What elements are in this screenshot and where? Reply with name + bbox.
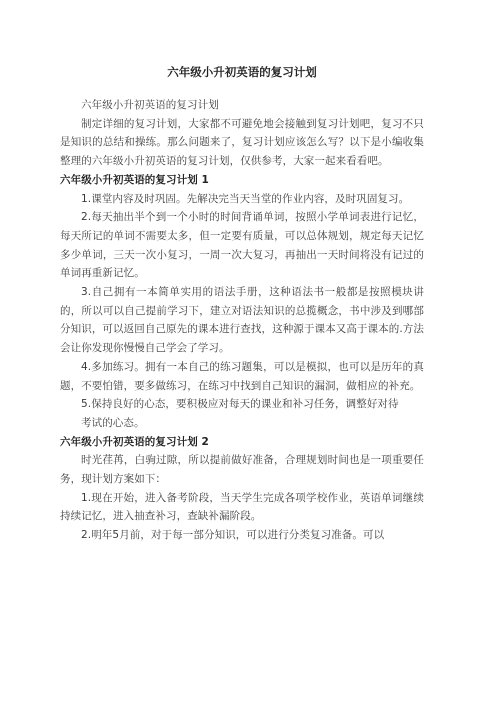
section-2-item-3: 2.明年5月前，对于每一部分知识，可以进行分类复习准备。可以: [81, 529, 385, 542]
section-1-item-5: 5.保持良好的心态，要积极应对每天的课业和补习任务，调整好对待: [81, 398, 399, 411]
section-2-item-1: 时光荏苒，白驹过隙，所以提前做好准备，合理规划时间也是一项重要任务，现计划方案如下：: [60, 454, 424, 486]
section-1-item-2: 2.每天抽出半个到一个小时的时间背诵单词，按照小学单词表进行记忆，每天所记的单词不需要太多，但一定要有质量，可以总体规划，规定每天记忆多少单词，三天一次小复习，一周一次大复习，再抽出一天时间将没有记过的单词再重新记忆。: [60, 211, 424, 280]
section-1-item-4: 4.多加练习。拥有一本自己的练习题集，可以是模拟，也可以是历年的真题，不要怕错，要多做练习，在练习中找到自己知识的漏洞，做相应的补充。: [60, 360, 424, 392]
section-1-item-1: 1.课堂内容及时巩固。先解决完当天当堂的作业内容，及时巩固复习。: [81, 192, 410, 205]
intro-paragraph: 制定详细的复习计划，大家都不可避免地会接触到复习计划吧，复习不只是知识的总结和操练。那么问题来了，复习计划应该怎么写？以下是小编收集整理的六年级小升初英语的复习计划，仅供参考，大家一起来看看吧。: [60, 117, 424, 168]
document-subtitle: 六年级小升初英语的复习计划: [81, 99, 219, 111]
section-1-heading: 六年级小升初英语的复习计划 1: [60, 173, 209, 186]
section-1-item-5-continued: 考试的心态。: [81, 416, 145, 429]
section-2-item-2: 1.现在开始，进入备考阶段，当天学生完成各项学校作业，英语单词继续持续记忆，进入抽查补习，查缺补漏阶段。: [60, 491, 424, 523]
section-2-heading: 六年级小升初英语的复习计划 2: [60, 435, 209, 448]
document-title: 六年级小升初英语的复习计划: [167, 65, 317, 79]
section-1-item-3: 3.自己拥有一本简单实用的语法手册，这种语法书一般都是按照模块讲的，所以可以自己提前学习下，建立对语法知识的总揽概念，书中涉及到哪部分知识，可以返回自己原先的课本进行查找，这种源于课本又高于课本的.方法会让你发现你慢慢自己学会了学习。: [60, 286, 424, 355]
